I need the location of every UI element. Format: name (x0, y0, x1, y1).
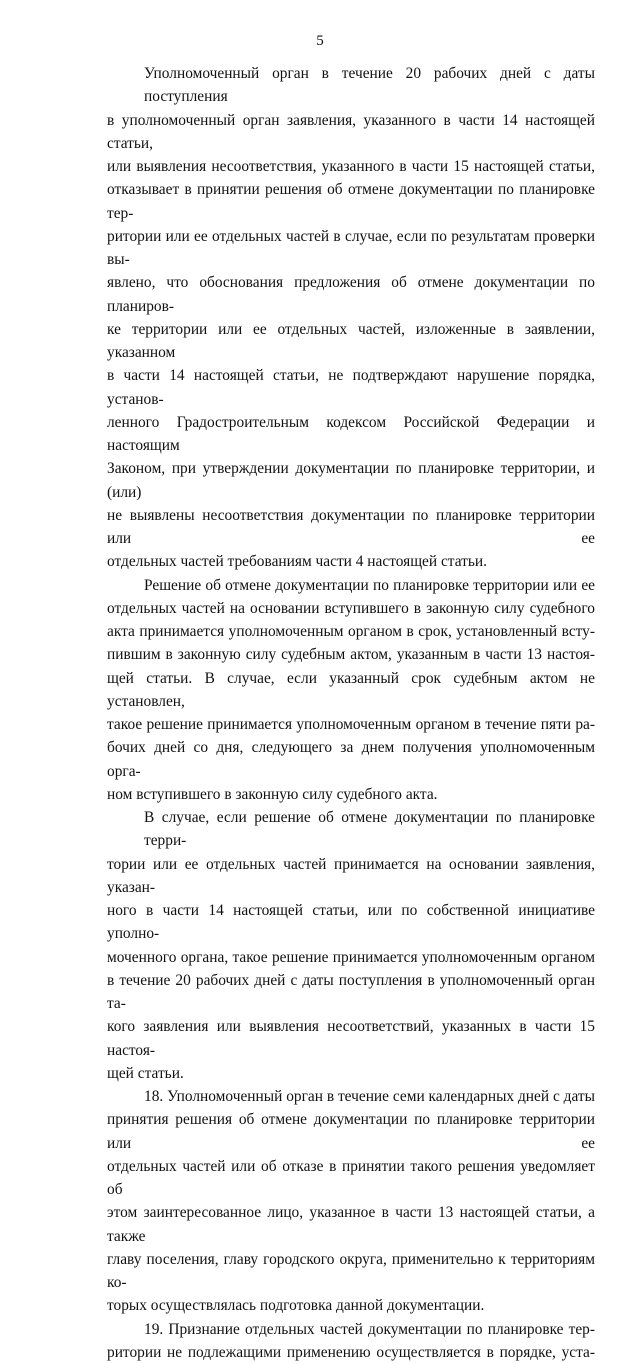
page-number: 5 (0, 32, 640, 50)
text-line: моченного органа, такое решение принимается уполномоченным органом (107, 946, 595, 969)
paragraph (107, 62, 595, 574)
text-line: кого заявления или выявления несоответствий, указанных в части 15 настоя- (107, 1015, 595, 1062)
text-line: в течение 20 рабочих дней с даты поступления в уполномоченный орган та- (107, 969, 595, 1016)
paragraph (107, 574, 595, 807)
paragraph (107, 1318, 595, 1364)
text-line: отказывает в принятии решения об отмене документации по планировке тер- (107, 178, 595, 225)
text-line: ритории или ее отдельных частей в случае, если по результатам проверки вы- (107, 225, 595, 272)
text-line: щей статьи. (107, 1062, 595, 1085)
paragraph (107, 1085, 595, 1318)
text-line: торых осуществлялась подготовка данной документации. (107, 1294, 595, 1317)
text-line: явлено, что обоснования предложения об отмене документации по планиров- (107, 271, 595, 318)
text-line: ритории не подлежащими применению осуществляется в порядке, уста- (107, 1341, 595, 1364)
text-line: отдельных частей на основании вступившего в законную силу судебного (107, 597, 595, 620)
text-line: 19. Признание отдельных частей документации по планировке тер- (107, 1318, 595, 1341)
text-line: 18. Уполномоченный орган в течение семи календарных дней с даты (107, 1085, 595, 1108)
text-line: ке территории или ее отдельных частей, изложенные в заявлении, указанном (107, 318, 595, 365)
text-line: ном вступившего в законную силу судебного акта. (107, 783, 595, 806)
text-line: бочих дней со дня, следующего за днем получения уполномоченным орга- (107, 736, 595, 783)
text-line: главу поселения, главу городского округа, применительно к территориям ко- (107, 1248, 595, 1295)
text-line: пившим в законную силу судебным актом, указанным в части 13 настоя- (107, 643, 595, 666)
text-line: отдельных частей требованиям части 4 настоящей статьи. (107, 550, 595, 573)
text-line: в части 14 настоящей статьи, не подтверждают нарушение порядка, установ- (107, 364, 595, 411)
text-line: или выявления несоответствия, указанного в части 15 настоящей статьи, (107, 155, 595, 178)
text-line: Законом, при утверждении документации по планировке территории, и (или) (107, 457, 595, 504)
text-line: Решение об отмене документации по планировке территории или ее (107, 574, 595, 597)
document-body (107, 62, 595, 1364)
text-line: такое решение принимается уполномоченным органом в течение пяти ра- (107, 713, 595, 736)
text-line: не выявлены несоответствия документации по планировке территории или ее (107, 504, 595, 551)
paragraph (107, 806, 595, 1085)
text-line: принятия решения об отмене документации по планировке территории или ее (107, 1108, 595, 1155)
text-line: тории или ее отдельных частей принимается на основании заявления, указан- (107, 853, 595, 900)
text-line: щей статьи. В случае, если указанный срок судебным актом не установлен, (107, 667, 595, 714)
text-line: в уполномоченный орган заявления, указанного в части 14 настоящей статьи, (107, 109, 595, 156)
text-line: отдельных частей или об отказе в принятии такого решения уведомляет об (107, 1155, 595, 1202)
text-line: акта принимается уполномоченным органом в срок, установленный всту- (107, 620, 595, 643)
text-line: ного в части 14 настоящей статьи, или по собственной инициативе уполно- (107, 899, 595, 946)
text-line: Уполномоченный орган в течение 20 рабочих дней с даты поступления (107, 62, 595, 109)
text-line: этом заинтересованное лицо, указанное в части 13 настоящей статьи, а также (107, 1201, 595, 1248)
text-line: ленного Градостроительным кодексом Российской Федерации и настоящим (107, 411, 595, 458)
text-line: В случае, если решение об отмене документации по планировке терри- (107, 806, 595, 853)
